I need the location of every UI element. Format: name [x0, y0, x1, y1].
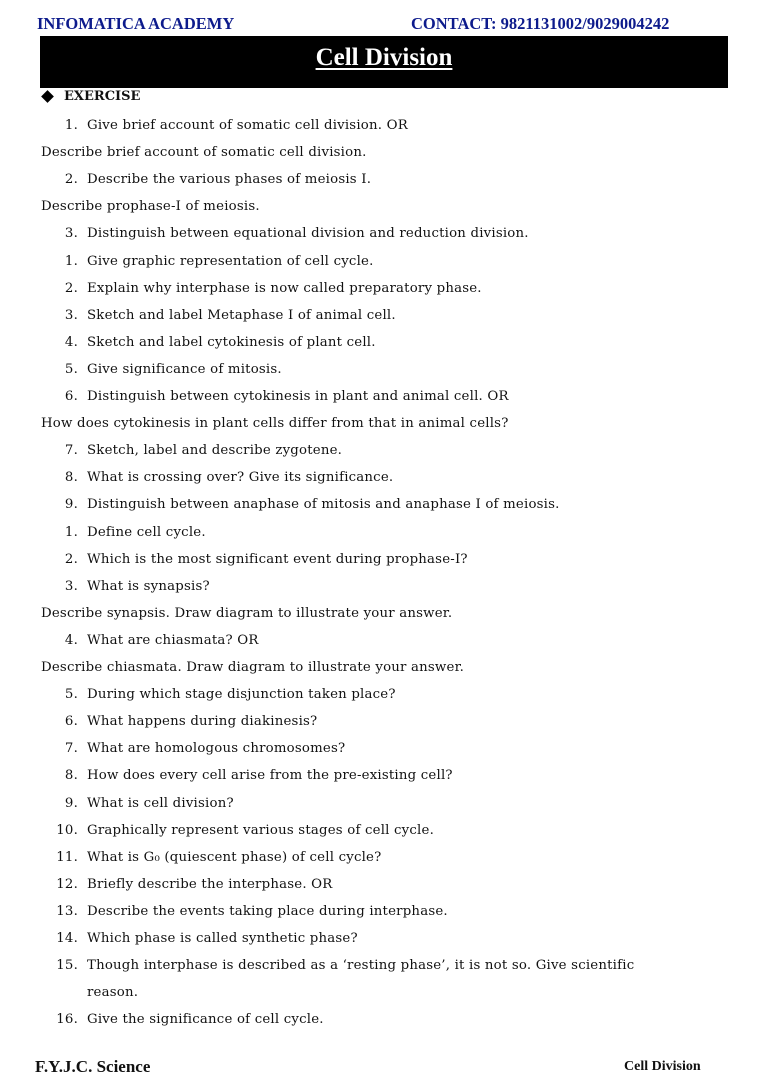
question-number: 8.	[64, 470, 78, 486]
question-number: 8.	[64, 768, 78, 784]
question-text: Briefly describe the interphase. OR	[87, 876, 333, 892]
question-text: What is crossing over? Give its significance.	[87, 470, 394, 486]
question-number: 13.	[56, 903, 78, 919]
diamond-bullet-icon	[41, 90, 54, 103]
question-text: Sketch and label Metaphase I of animal cell.	[87, 307, 396, 323]
header-contact: CONTACT: 9821131002/9029004242	[411, 14, 670, 33]
question-text: Graphically represent various stages of cell cycle.	[87, 822, 434, 838]
question-text: How does every cell arise from the pre-existing cell?	[87, 768, 453, 784]
question-number: 3.	[64, 226, 78, 242]
question-number: 10.	[56, 822, 78, 838]
question-number: 5.	[64, 687, 78, 703]
header-academy: INFOMATICA ACADEMY	[37, 14, 235, 33]
question-text: Distinguish between anaphase of mitosis and anaphase I of meiosis.	[87, 497, 560, 513]
question-number: 1.	[64, 118, 78, 133]
question-text: Describe brief account of somatic cell division.	[41, 145, 367, 161]
question-number: 9.	[64, 795, 78, 811]
question-text: reason.	[87, 985, 139, 1001]
question-number: 12.	[56, 876, 78, 892]
question-text: Give significance of mitosis.	[87, 361, 282, 377]
question-text: Describe prophase-I of meiosis.	[41, 199, 260, 215]
question-number: 7.	[64, 443, 78, 459]
question-text: What is cell division?	[87, 795, 234, 811]
question-text: Distinguish between cytokinesis in plant and animal cell. OR	[87, 389, 509, 404]
question-text: How does cytokinesis in plant cells differ from that in animal cells?	[41, 416, 509, 432]
question-number: 2.	[64, 280, 78, 296]
question-number: 4.	[64, 334, 78, 350]
question-number: 4.	[64, 632, 78, 648]
question-text: What is G₀ (quiescent phase) of cell cycle?	[87, 849, 382, 865]
question-number: 14.	[56, 931, 78, 946]
question-number: 3.	[64, 307, 78, 323]
question-number: 11.	[56, 849, 78, 865]
question-number: 7.	[64, 741, 78, 757]
question-number: 5.	[64, 361, 78, 377]
page-title: Cell Division	[315, 44, 453, 71]
question-number: 2.	[64, 551, 78, 567]
question-text: What happens during diakinesis?	[87, 714, 318, 730]
question-text: Which phase is called synthetic phase?	[87, 931, 358, 946]
question-text: Sketch, label and describe zygotene.	[87, 443, 343, 459]
exercise-heading	[42, 89, 140, 104]
question-number: 1.	[64, 253, 78, 269]
question-text: Describe the various phases of meiosis I.	[87, 172, 372, 188]
question-text: Give graphic representation of cell cycle.	[87, 253, 374, 269]
question-number: 9.	[64, 497, 78, 513]
question-text: Explain why interphase is now called preparatory phase.	[87, 280, 482, 296]
question-text: Give the significance of cell cycle.	[87, 1012, 324, 1028]
question-text: Sketch and label cytokinesis of plant cell.	[87, 334, 376, 350]
footer-course: F.Y.J.C. Science	[35, 1057, 151, 1076]
question-text: Distinguish between equational division and reduction division.	[87, 226, 529, 242]
question-number: 2.	[64, 172, 78, 188]
question-text: Define cell cycle.	[87, 524, 206, 540]
question-text: Give brief account of somatic cell division. OR	[87, 118, 408, 133]
question-number: 3.	[64, 578, 78, 594]
footer-chapter: Cell Division	[624, 1059, 701, 1074]
question-number: 1.	[64, 524, 78, 540]
question-number: 6.	[64, 714, 78, 730]
question-number: 15.	[56, 958, 78, 974]
question-text: During which stage disjunction taken place?	[87, 687, 396, 703]
exercise-label: EXERCISE	[64, 89, 141, 104]
question-text: What are homologous chromosomes?	[87, 741, 346, 757]
question-text: Describe chiasmata. Draw diagram to illustrate your answer.	[41, 660, 465, 675]
question-text: What are chiasmata? OR	[87, 632, 259, 648]
question-text: Describe synapsis. Draw diagram to illustrate your answer.	[41, 605, 453, 621]
question-text: Which is the most significant event during prophase-I?	[87, 551, 468, 567]
question-text: Though interphase is described as a ‘resting phase’, it is not so. Give scientific	[87, 958, 635, 974]
question-text: Describe the events taking place during interphase.	[87, 903, 448, 919]
question-number: 16.	[56, 1012, 78, 1028]
question-text: What is synapsis?	[87, 578, 210, 594]
question-number: 6.	[64, 389, 78, 404]
